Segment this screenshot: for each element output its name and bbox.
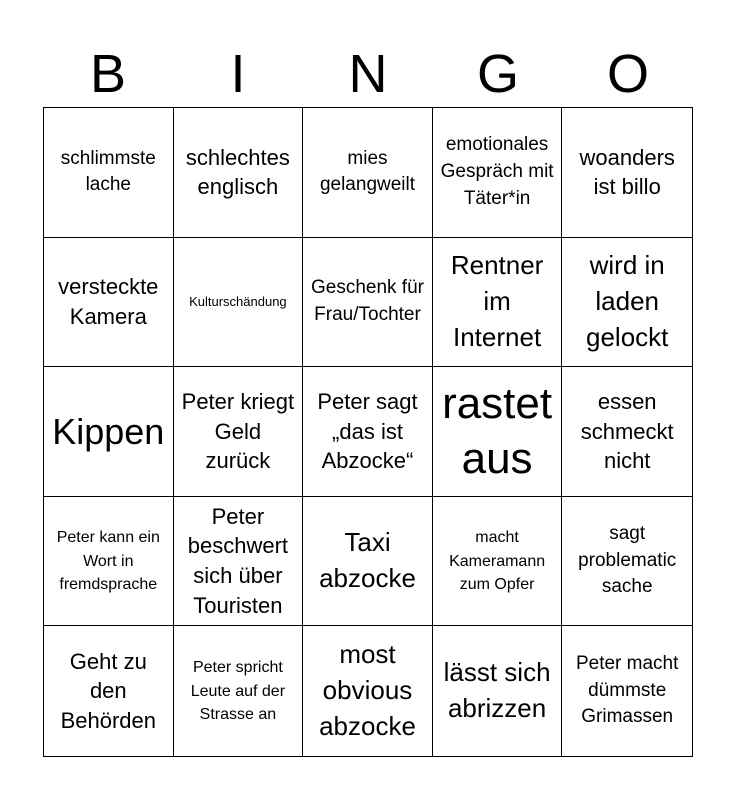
- header-letter-b: B: [89, 44, 127, 104]
- bingo-header: [43, 40, 693, 108]
- bingo-cell[interactable]: Taxi abzocke: [303, 497, 433, 627]
- header-letter-i: I: [230, 44, 246, 104]
- bingo-cell[interactable]: Geschenk für Frau/Tochter: [303, 238, 433, 368]
- bingo-cell[interactable]: Kippen: [44, 367, 174, 497]
- bingo-cell[interactable]: most obvious abzocke: [303, 626, 433, 756]
- bingo-cell[interactable]: Peter macht dümmste Grimassen: [575, 653, 679, 728]
- bingo-cell[interactable]: Geht zu den Behörden: [44, 626, 174, 756]
- bingo-cell[interactable]: essen schmeckt nicht: [562, 367, 692, 497]
- bingo-board: [43, 107, 693, 757]
- bingo-cell[interactable]: Kulturschändung: [174, 238, 304, 368]
- bingo-cell[interactable]: versteckte Kamera: [44, 238, 174, 368]
- header-letter-n: N: [348, 44, 388, 104]
- header-letter-o: O: [606, 44, 649, 104]
- bingo-cell[interactable]: wird in laden gelockt: [562, 238, 692, 368]
- bingo-cell[interactable]: Peter kriegt Geld zurück: [174, 367, 304, 497]
- bingo-cell[interactable]: emotionales Gespräch mit Täter*in: [433, 108, 563, 238]
- bingo-cell[interactable]: lässt sich abrizzen: [433, 626, 563, 756]
- bingo-cell[interactable]: Peter spricht Leute auf der Strasse an: [174, 626, 304, 756]
- bingo-cell[interactable]: Peter sagt „das ist Abzocke“: [303, 367, 433, 497]
- bingo-cell[interactable]: Peter kann ein Wort in fremdsprache: [44, 497, 174, 627]
- header-letter-g: G: [476, 44, 519, 104]
- bingo-cell[interactable]: schlechtes englisch: [174, 108, 304, 238]
- bingo-cell[interactable]: schlimmste lache: [44, 108, 174, 238]
- bingo-cell[interactable]: mies gelangweilt: [303, 108, 433, 238]
- bingo-cell[interactable]: woanders ist billo: [562, 108, 692, 238]
- bingo-cell[interactable]: rastet aus: [433, 367, 563, 497]
- bingo-cell[interactable]: sagt problematic sache: [562, 497, 692, 627]
- bingo-cell[interactable]: Rentner im Internet: [433, 238, 563, 368]
- bingo-cell[interactable]: Peter beschwert sich über Touristen: [174, 497, 304, 627]
- bingo-cell[interactable]: macht Kameramann zum Opfer: [433, 497, 563, 627]
